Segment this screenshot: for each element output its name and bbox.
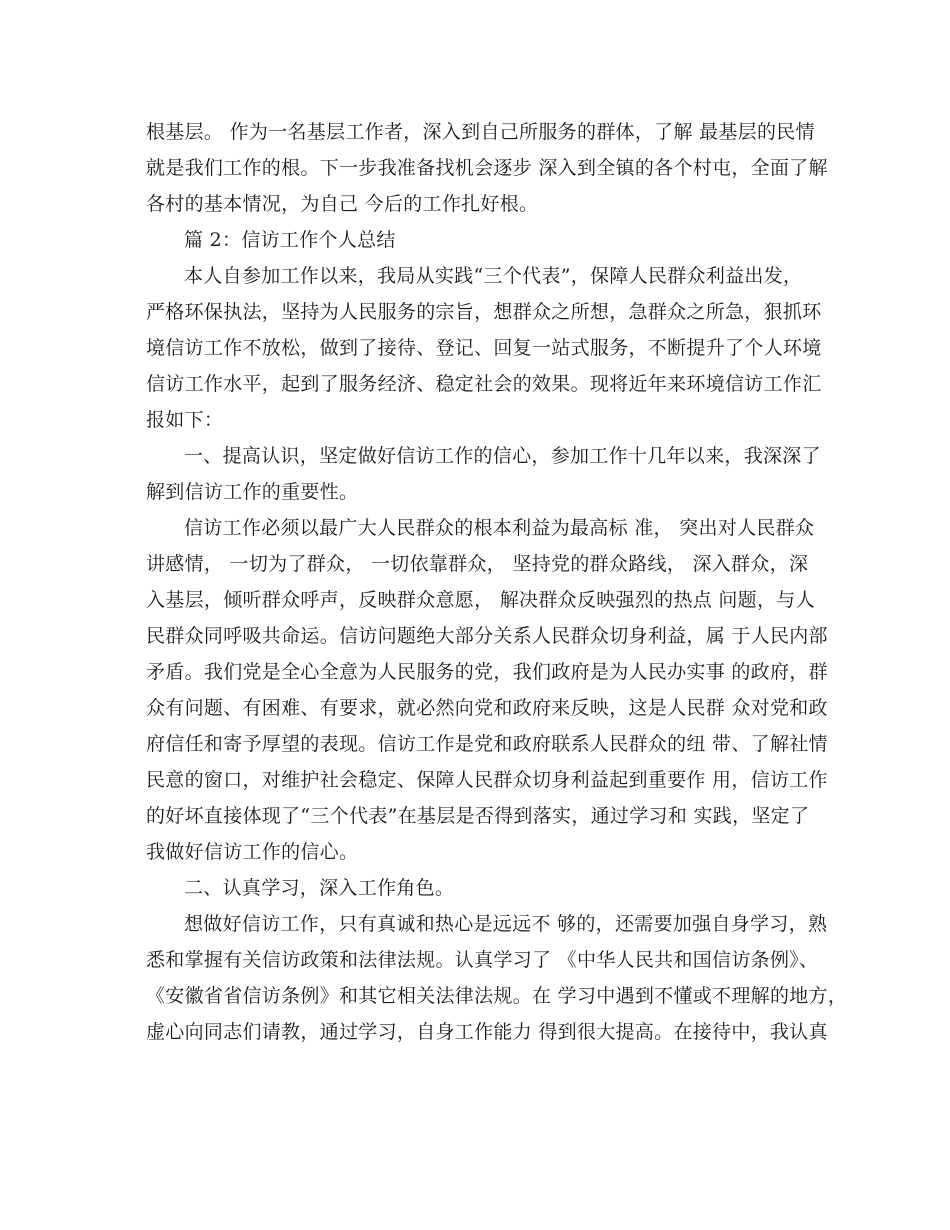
text-line: 矛盾。我们党是全心全意为人民服务的党，我们政府是为人民办实事 的政府，群: [146, 661, 828, 683]
text-line: 本人自参加工作以来，我局从实践“三个代表”，保障人民群众利益出发，: [184, 265, 803, 287]
text-line: 一、提高认识，坚定做好信访工作的信心，参加工作十几年以来，我深深了: [184, 445, 821, 467]
text-line: 讲感情， 一切为了群众， 一切依靠群众， 坚持党的群众路线， 深入群众，深: [146, 553, 809, 575]
text-line: 想做好信访工作，只有真诚和热心是远远不 够的，还需要加强自身学习，熟: [184, 913, 828, 935]
text-line: 解到信访工作的重要性。: [146, 481, 359, 503]
text-line: 信访工作水平，起到了服务经济、稳定社会的效果。现将近年来环境信访工作汇: [146, 373, 822, 395]
text-line: 众有问题、有困难、有要求，就必然向党和政府来反映，这是人民群 众对党和政: [146, 697, 828, 719]
text-line: 各村的基本情况，为自己 今后的工作扎好根。: [146, 193, 539, 215]
text-line: 府信任和寄予厚望的表现。信访工作是党和政府联系人民群众的纽 带、了解社情: [146, 733, 828, 755]
text-line: 民群众同呼吸共命运。信访问题绝大部分关系人民群众切身利益，属 于人民内部: [146, 625, 828, 647]
text-line: 虚心向同志们请教，通过学习，自身工作能力 得到很大提高。在接待中，我认真: [146, 1021, 828, 1043]
text-line: 境信访工作不放松，做到了接待、登记、回复一站式服务，不断提升了个人环境: [146, 337, 822, 359]
text-line: 民意的窗口，对维护社会稳定、保障人民群众切身利益起到重要作 用，信访工作: [146, 769, 828, 791]
text-line: 严格环保执法，坚持为人民服务的宗旨，想群众之所想，急群众之所急，狠抓环: [146, 301, 822, 323]
text-line: 的好坏直接体现了“三个代表”在基层是否得到落实，通过学习和 实践，坚定了: [146, 805, 810, 827]
text-line: 《安徽省省信访条例》和其它相关法律法规。在 学习中遇到不懂或不理解的地方，: [146, 985, 848, 1007]
section-heading: 二、认真学习，深入工作角色。: [184, 877, 455, 899]
text-line: 我做好信访工作的信心。: [146, 841, 359, 863]
section-heading: 篇 2：信访工作个人总结: [184, 229, 396, 251]
text-line: 信访工作必须以最广大人民群众的根本利益为最高标 准， 突出对人民群众: [184, 517, 815, 539]
text-line: 报如下：: [146, 409, 224, 431]
text-line: 根基层。 作为一名基层工作者，深入到自己所服务的群体，了解 最基层的民情: [146, 121, 815, 143]
text-line: 入基层，倾听群众呼声，反映群众意愿， 解决群众反映强烈的热点 问题，与人: [146, 589, 815, 611]
text-line: 就是我们工作的根。下一步我准备找机会逐步 深入到全镇的各个村屯，全面了解: [146, 157, 828, 179]
text-line: 悉和掌握有关信访政策和法律法规。认真学习了 《中华人民共和国信访条例》、: [146, 949, 819, 971]
